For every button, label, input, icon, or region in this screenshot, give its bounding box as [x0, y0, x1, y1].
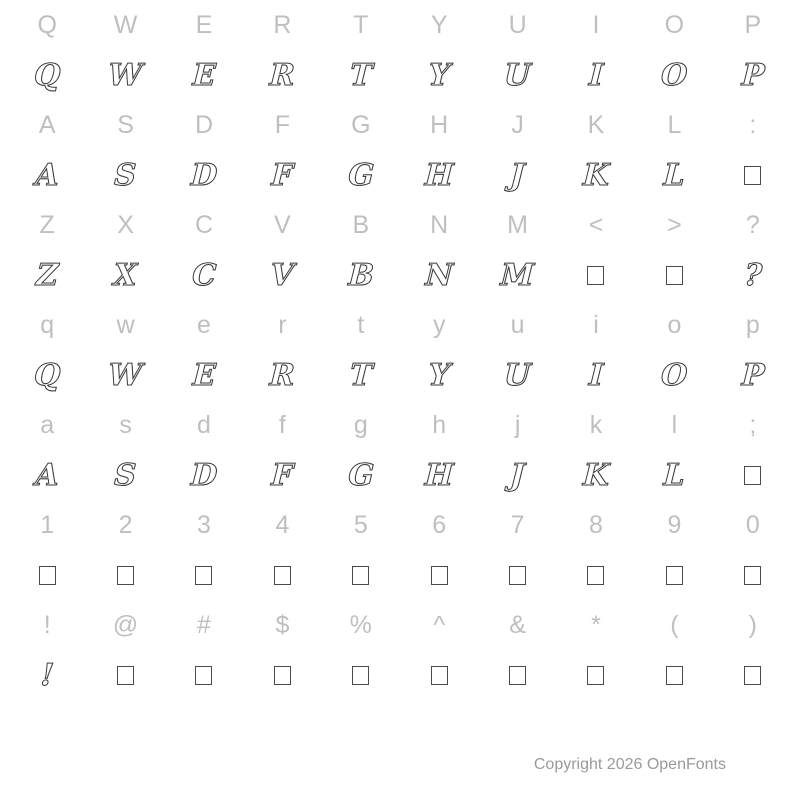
missing-glyph-box — [478, 550, 556, 600]
glyph-cell: A — [34, 157, 60, 193]
glyph-cell: L — [662, 457, 686, 493]
glyph-cell: e — [197, 310, 211, 339]
glyph-cell: Q — [33, 57, 62, 93]
glyph-cell: ; — [749, 410, 757, 439]
glyph-cell: M — [507, 210, 528, 239]
glyph-cell: J — [509, 457, 526, 493]
notdef-box-icon — [274, 666, 291, 685]
notdef-box-icon — [431, 666, 448, 685]
glyph-cell: ! — [39, 657, 55, 693]
glyph-cell: 2 — [118, 510, 133, 539]
notdef-box-icon — [666, 666, 683, 685]
glyph-cell: & — [509, 610, 526, 639]
glyph-cell: : — [749, 110, 757, 139]
glyph-cell: Y — [427, 357, 451, 393]
glyph-cell: 7 — [510, 510, 525, 539]
notdef-box-icon — [744, 566, 761, 585]
glyph-cell: Q — [37, 10, 57, 39]
missing-glyph-box — [557, 550, 635, 600]
missing-glyph-box — [8, 550, 86, 600]
glyph-cell: X — [117, 210, 134, 239]
glyph-cell: K — [582, 457, 610, 493]
missing-glyph-box — [322, 650, 400, 700]
glyph-cell: T — [353, 10, 369, 39]
glyph-cell: F — [274, 110, 291, 139]
glyph-cell: F — [270, 157, 294, 193]
notdef-box-icon — [352, 666, 369, 685]
glyph-cell: C — [194, 210, 214, 239]
missing-glyph-box — [243, 650, 321, 700]
glyph-cell: K — [587, 110, 605, 139]
missing-glyph-box — [557, 650, 635, 700]
glyph-cell: ? — [745, 210, 760, 239]
missing-glyph-box — [635, 650, 713, 700]
glyph-cell: p — [745, 310, 760, 339]
glyph-cell: y — [432, 310, 446, 339]
glyph-cell: P — [744, 10, 762, 39]
glyph-cell: G — [347, 157, 375, 193]
missing-glyph-box — [714, 550, 792, 600]
glyph-cell: 6 — [432, 510, 447, 539]
glyph-cell: W — [107, 357, 144, 393]
missing-glyph-box — [714, 650, 792, 700]
missing-glyph-box — [165, 550, 243, 600]
notdef-box-icon — [587, 666, 604, 685]
glyph-cell: I — [592, 10, 600, 39]
glyph-cell: w — [116, 310, 135, 339]
notdef-box-icon — [39, 566, 56, 585]
glyph-cell: ^ — [433, 610, 446, 639]
glyph-cell: O — [660, 357, 689, 393]
notdef-box-icon — [117, 566, 134, 585]
glyph-cell: T — [348, 357, 373, 393]
glyph-cell: t — [357, 310, 365, 339]
glyph-cell: E — [191, 57, 217, 93]
notdef-box-icon — [431, 566, 448, 585]
glyph-cell: R — [273, 10, 292, 39]
missing-glyph-box — [478, 650, 556, 700]
notdef-box-icon — [509, 566, 526, 585]
glyph-cell: B — [347, 257, 375, 293]
notdef-box-icon — [744, 466, 761, 485]
missing-glyph-box — [714, 450, 792, 500]
glyph-cell: L — [667, 110, 682, 139]
glyph-cell: a — [40, 410, 55, 439]
glyph-cell: U — [503, 357, 532, 393]
glyph-cell: Z — [39, 210, 55, 239]
glyph-cell: J — [509, 157, 526, 193]
glyph-cell: Y — [427, 57, 451, 93]
notdef-box-icon — [666, 566, 683, 585]
glyph-cell: D — [190, 157, 218, 193]
glyph-cell: j — [514, 410, 521, 439]
glyph-cell: A — [34, 457, 60, 493]
glyph-cell: E — [195, 10, 213, 39]
notdef-box-icon — [587, 566, 604, 585]
glyph-cell: l — [671, 410, 678, 439]
glyph-cell: B — [352, 210, 370, 239]
notdef-box-icon — [195, 666, 212, 685]
glyph-cell: R — [269, 57, 296, 93]
glyph-cell: N — [424, 257, 454, 293]
glyph-cell: Y — [430, 10, 448, 39]
glyph-cell: ! — [43, 610, 51, 639]
glyph-cell: 0 — [745, 510, 760, 539]
missing-glyph-box — [400, 550, 478, 600]
glyph-cell: V — [269, 257, 295, 293]
glyph-cell: S — [113, 457, 138, 493]
notdef-box-icon — [666, 266, 683, 285]
missing-glyph-box — [322, 550, 400, 600]
missing-glyph-box — [243, 550, 321, 600]
notdef-box-icon — [274, 566, 291, 585]
glyph-cell: s — [119, 410, 132, 439]
glyph-cell: P — [740, 357, 765, 393]
glyph-cell: S — [113, 157, 138, 193]
missing-glyph-box — [400, 650, 478, 700]
notdef-box-icon — [587, 266, 604, 285]
glyph-cell: q — [40, 310, 55, 339]
glyph-cell: Z — [35, 257, 60, 293]
glyph-cell: W — [107, 57, 144, 93]
glyph-cell: d — [197, 410, 211, 439]
glyph-cell: K — [582, 157, 610, 193]
copyright-notice: Copyright 2026 OpenFonts — [533, 756, 726, 773]
glyph-cell: < — [588, 210, 604, 239]
glyph-cell: % — [349, 610, 372, 639]
glyph-cell: 9 — [667, 510, 682, 539]
missing-glyph-box — [86, 650, 164, 700]
glyph-cell: u — [510, 310, 525, 339]
glyph-cell: O — [664, 10, 685, 39]
missing-glyph-box — [714, 150, 792, 200]
glyph-cell: Q — [33, 357, 62, 393]
glyph-cell: G — [347, 457, 375, 493]
glyph-cell: G — [351, 110, 371, 139]
glyph-cell: E — [191, 357, 217, 393]
glyph-cell: C — [191, 257, 217, 293]
notdef-box-icon — [117, 666, 134, 685]
glyph-cell: h — [432, 410, 447, 439]
glyph-cell: k — [589, 410, 603, 439]
glyph-cell: g — [353, 410, 368, 439]
missing-glyph-box — [635, 550, 713, 600]
glyph-cell: i — [593, 310, 599, 339]
glyph-cell: ) — [748, 610, 757, 639]
glyph-cell: > — [667, 210, 682, 239]
glyph-cell: H — [430, 110, 449, 139]
glyph-cell: 3 — [197, 510, 211, 539]
glyph-cell: O — [660, 57, 689, 93]
glyph-cell: 8 — [589, 510, 603, 539]
glyph-cell: L — [662, 157, 686, 193]
glyph-cell: @ — [112, 610, 139, 639]
glyph-cell: U — [508, 10, 527, 39]
notdef-box-icon — [744, 166, 761, 185]
glyph-cell: X — [113, 257, 139, 293]
glyph-cell: S — [117, 110, 134, 139]
glyph-cell: 5 — [353, 510, 368, 539]
glyph-cell: N — [430, 210, 449, 239]
missing-glyph-box — [165, 650, 243, 700]
glyph-cell: R — [269, 357, 296, 393]
notdef-box-icon — [195, 566, 212, 585]
glyph-cell: A — [38, 110, 56, 139]
missing-glyph-box — [557, 250, 635, 300]
glyph-cell: 4 — [275, 510, 290, 539]
glyph-cell: I — [588, 357, 604, 393]
glyph-cell: # — [197, 610, 211, 639]
glyph-cell: H — [424, 157, 455, 193]
glyph-cell: U — [503, 57, 532, 93]
glyph-cell: $ — [275, 610, 290, 639]
glyph-cell: H — [424, 457, 455, 493]
glyph-cell: T — [348, 57, 373, 93]
glyph-cell: J — [511, 110, 524, 139]
glyph-cell: 1 — [40, 510, 55, 539]
glyph-cell: r — [278, 310, 287, 339]
missing-glyph-box — [86, 550, 164, 600]
glyph-cell: ( — [670, 610, 679, 639]
glyph-cell: D — [194, 110, 214, 139]
glyph-cell: * — [591, 610, 601, 639]
glyph-cell: ? — [743, 257, 763, 293]
glyph-cell: P — [740, 57, 765, 93]
glyph-cell: F — [270, 457, 294, 493]
glyph-cell: M — [500, 257, 536, 293]
missing-glyph-box — [635, 250, 713, 300]
glyph-cell: W — [113, 10, 138, 39]
glyph-cell: o — [667, 310, 682, 339]
glyph-cell: D — [190, 457, 218, 493]
glyph-cell: V — [274, 210, 291, 239]
notdef-box-icon — [509, 666, 526, 685]
notdef-box-icon — [744, 666, 761, 685]
glyph-cell: f — [278, 410, 286, 439]
glyph-cell: I — [588, 57, 604, 93]
notdef-box-icon — [352, 566, 369, 585]
